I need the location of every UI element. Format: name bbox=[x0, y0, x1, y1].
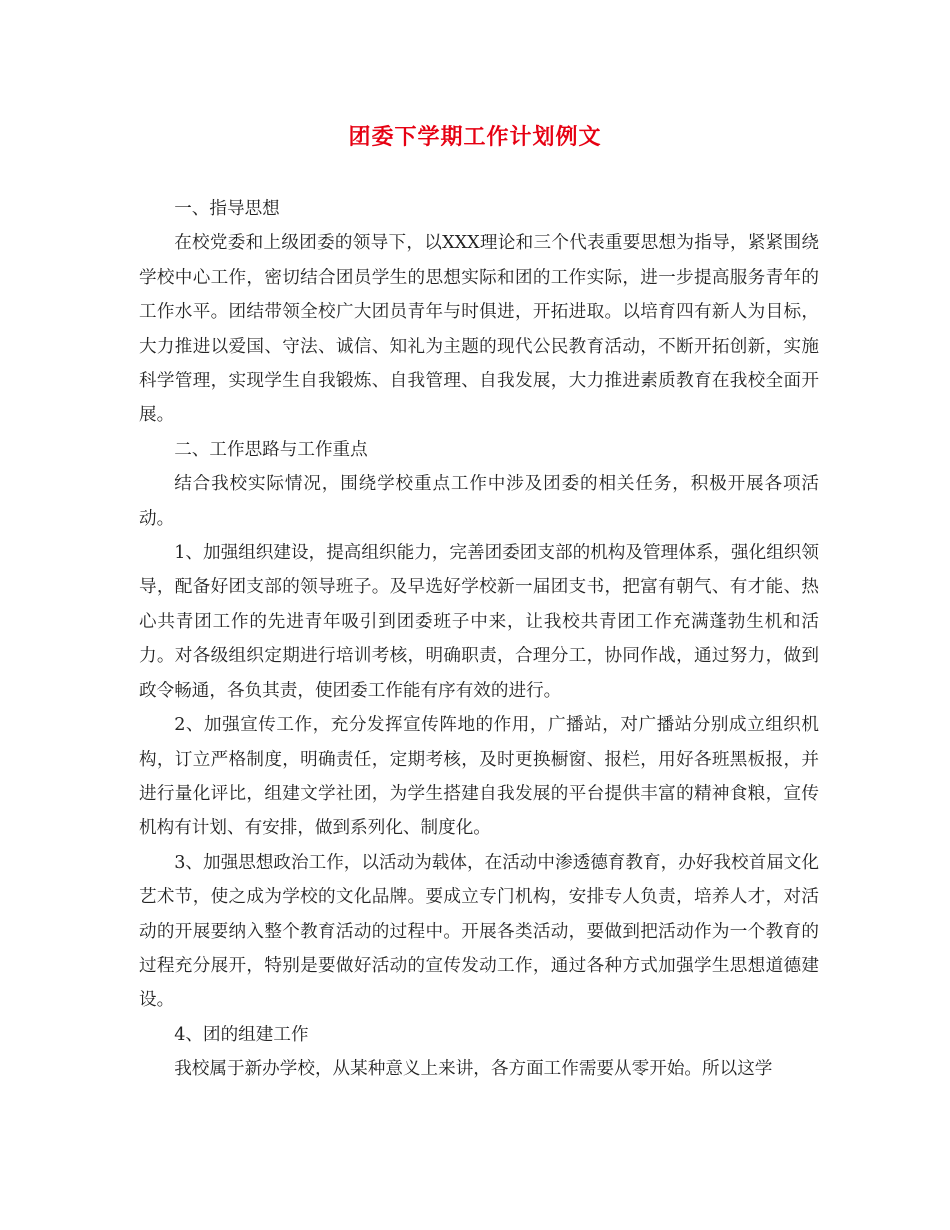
paragraph-item-4-league-building: 我校属于新办学校，从某种意义上来讲，各方面工作需要从零开始。所以这学 bbox=[174, 1059, 773, 1080]
paragraph-work-focus-intro: 结合我校实际情况，围绕学校重点工作中涉及团委的相关任务，积极开展各项活动。 bbox=[139, 474, 819, 529]
section-heading-work-focus: 二、工作思路与工作重点 bbox=[174, 439, 368, 460]
paragraph-guiding-thought: 在校党委和上级团委的领导下，以XXX理论和三个代表重要思想为指导，紧紧围绕学校中心工作，密切结合团员学生的思想实际和团的工作实际，进一步提高服务青年的工作水平。团结带领全校广大团员青年与时俱进，开拓进取。以培育四有新人为目标，大力推进以爱国、守法、诚信、知礼为主题的现代公民教育活动，不断开拓创新，实施科学管理，实现学生自我锻炼、自我管理、自我发展，大力推进素质教育在我校全面开展。 bbox=[139, 233, 819, 426]
paragraph-item-2-publicity: 2、加强宣传工作，充分发挥宣传阵地的作用，广播站，对广播站分别成立组织机构，订立严格制度，明确责任，定期考核，及时更换橱窗、报栏，用好各班黑板报，并进行量化评比，组建文学社团，为学生搭建自我发展的平台提供丰富的精神食粮，宣传机构有计划、有安排，做到系列化、制度化。 bbox=[139, 715, 819, 839]
section-heading-guiding-thought: 一、指导思想 bbox=[174, 199, 280, 219]
section-heading-item-4: 4、团的组建工作 bbox=[174, 1024, 309, 1045]
document-title: 团委下学期工作计划例文 bbox=[348, 124, 602, 150]
document-body bbox=[139, 192, 819, 1087]
paragraph-item-3-ideology: 3、加强思想政治工作，以活动为载体，在活动中渗透德育教育，办好我校首届文化艺术节，使之成为学校的文化品牌。要成立专门机构，安排专人负责，培养人才，对活动的开展要纳入整个教育活动的过程中。开展各类活动，要做到把活动作为一个教育的过程充分展开，特别是要做好活动的宣传发动工作，通过各种方式加强学生思想道德建设。 bbox=[139, 852, 819, 1011]
paragraph-item-1-organization: 1、加强组织建设，提高组织能力，完善团委团支部的机构及管理体系，强化组织领导，配备好团支部的领导班子。及早选好学校新一届团支书，把富有朝气、有才能、热心共青团工作的先进青年吸引到团委班子中来，让我校共青团工作充满蓬勃生机和活力。对各级组织定期进行培训考核，明确职责，合理分工，协同作战，通过努力，做到政令畅通，各负其责，使团委工作能有序有效的进行。 bbox=[139, 543, 819, 701]
